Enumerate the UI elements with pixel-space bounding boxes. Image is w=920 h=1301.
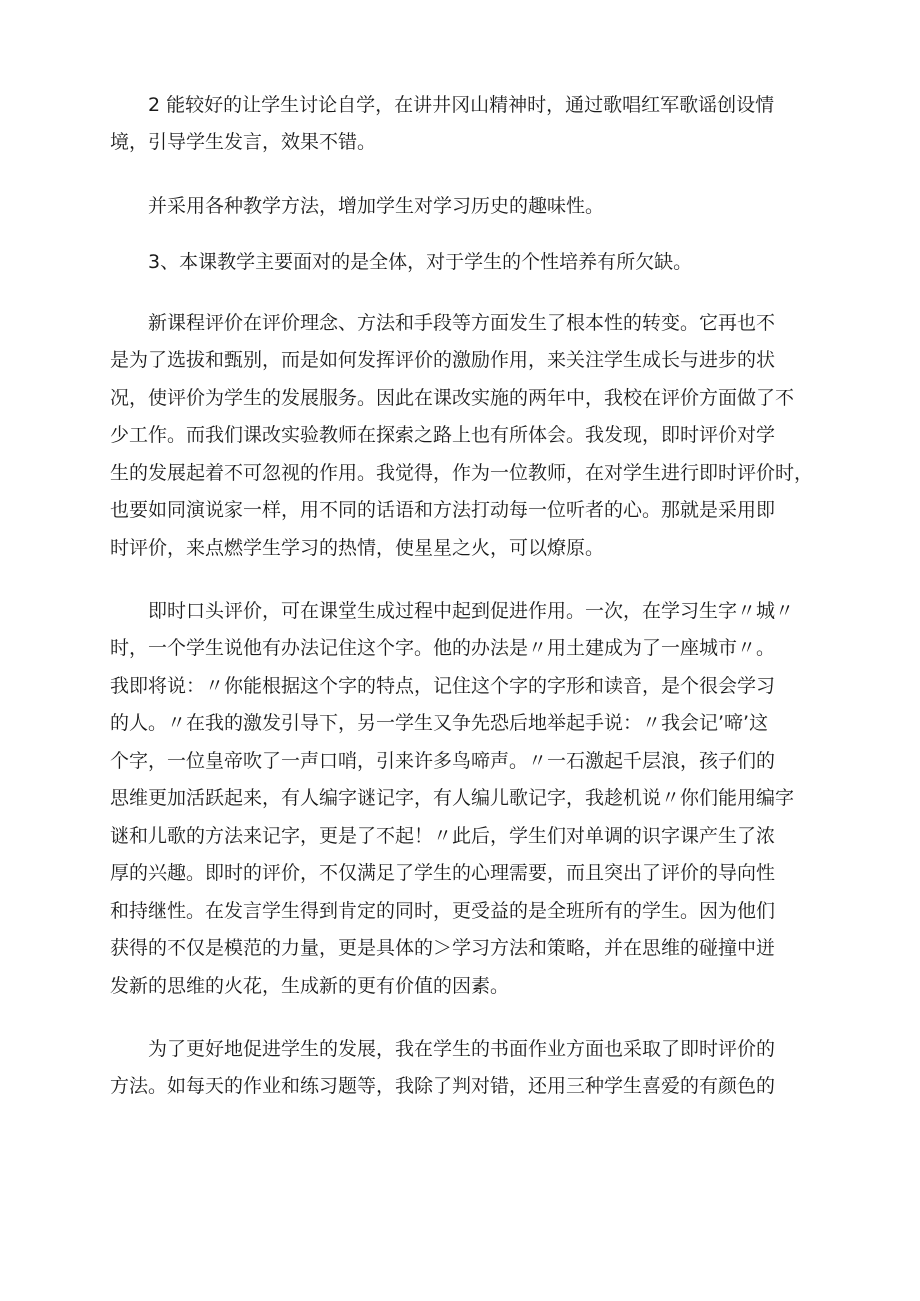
text-line: 为了更好地促进学生的发展，我在学生的书面作业方面也采取了即时评价的 (148, 1038, 776, 1060)
text-line: 境，引导学生发言，效果不错。 (110, 131, 377, 153)
text-line: 时，一个学生说他有办法记住这个字。他的办法是〃用土建成为了一座城市〃。 (110, 637, 776, 659)
text-line: 时评价，来点燃学生学习的热情，使星星之火，可以燎原。 (110, 537, 605, 559)
text-line: 方法。如每天的作业和练习题等，我除了判对错，还用三种学生喜爱的有颜色的 (110, 1075, 776, 1097)
text-line: 厚的兴趣。即时的评价，不仅满足了学生的心理需要，而且突出了评价的导向性 (110, 862, 776, 884)
text-line: 是为了选拔和甄别，而是如何发挥评价的激励作用，来关注学生成长与进步的状 (110, 349, 776, 371)
text-line: 即时口头评价，可在课堂生成过程中起到促进作用。一次，在学习生字〃城〃 (148, 600, 795, 622)
text-line: 获得的不仅是模范的力量，更是具体的＞学习方法和策略，并在思维的碰撞中迸 (110, 937, 776, 959)
text-line: 2 能较好的让学生讨论自学，在讲井冈山精神时，通过歌唱红军歌谣创设情 (148, 94, 775, 116)
text-line: 也要如同演说家一样，用不同的话语和方法打动每一位听者的心。那就是采用即 (110, 499, 776, 521)
text-line: 思维更加活跃起来，有人编字谜记字，有人编儿歌记字，我趁机说〃你们能用编字 (110, 787, 795, 809)
text-line: 况，使评价为学生的发展服务。因此在课改实施的两年中，我校在评价方面做了不 (110, 387, 795, 409)
text-line: 发新的思维的火花，生成新的更有价值的因素。 (110, 975, 510, 997)
text-line: 并采用各种教学方法，增加学生对学习历史的趣味性。 (148, 195, 605, 217)
text-line: 少工作。而我们课改实验教师在探索之路上也有所体会。我发现，即时评价对学 (110, 424, 776, 446)
text-line: 谜和儿歌的方法来记字，更是了不起！〃此后，学生们对单调的识字课产生了浓 (110, 825, 776, 847)
text-line: 生的发展起着不可忽视的作用。我觉得，作为一位教师，在对学生进行即时评价时， (110, 462, 814, 484)
text-line: 3、本课教学主要面对的是全体，对于学生的个性培养有所欠缺。 (148, 251, 693, 273)
text-line: 个字，一位皇帝吹了一声口哨，引来许多鸟啼声。〃一石激起千层浪，孩子们的 (110, 750, 776, 772)
text-line: 我即将说：〃你能根据这个字的特点，记住这个字的字形和读音，是个很会学习 (110, 675, 776, 697)
text-line: 和持继性。在发言学生得到肯定的同时，更受益的是全班所有的学生。因为他们 (110, 900, 776, 922)
text-line: 的人。〃在我的激发引导下，另一学生又争先恐后地举起手说：〃我会记’啼’这 (110, 712, 769, 734)
text-line: 新课程评价在评价理念、方法和手段等方面发生了根本性的转变。它再也不 (148, 312, 776, 334)
